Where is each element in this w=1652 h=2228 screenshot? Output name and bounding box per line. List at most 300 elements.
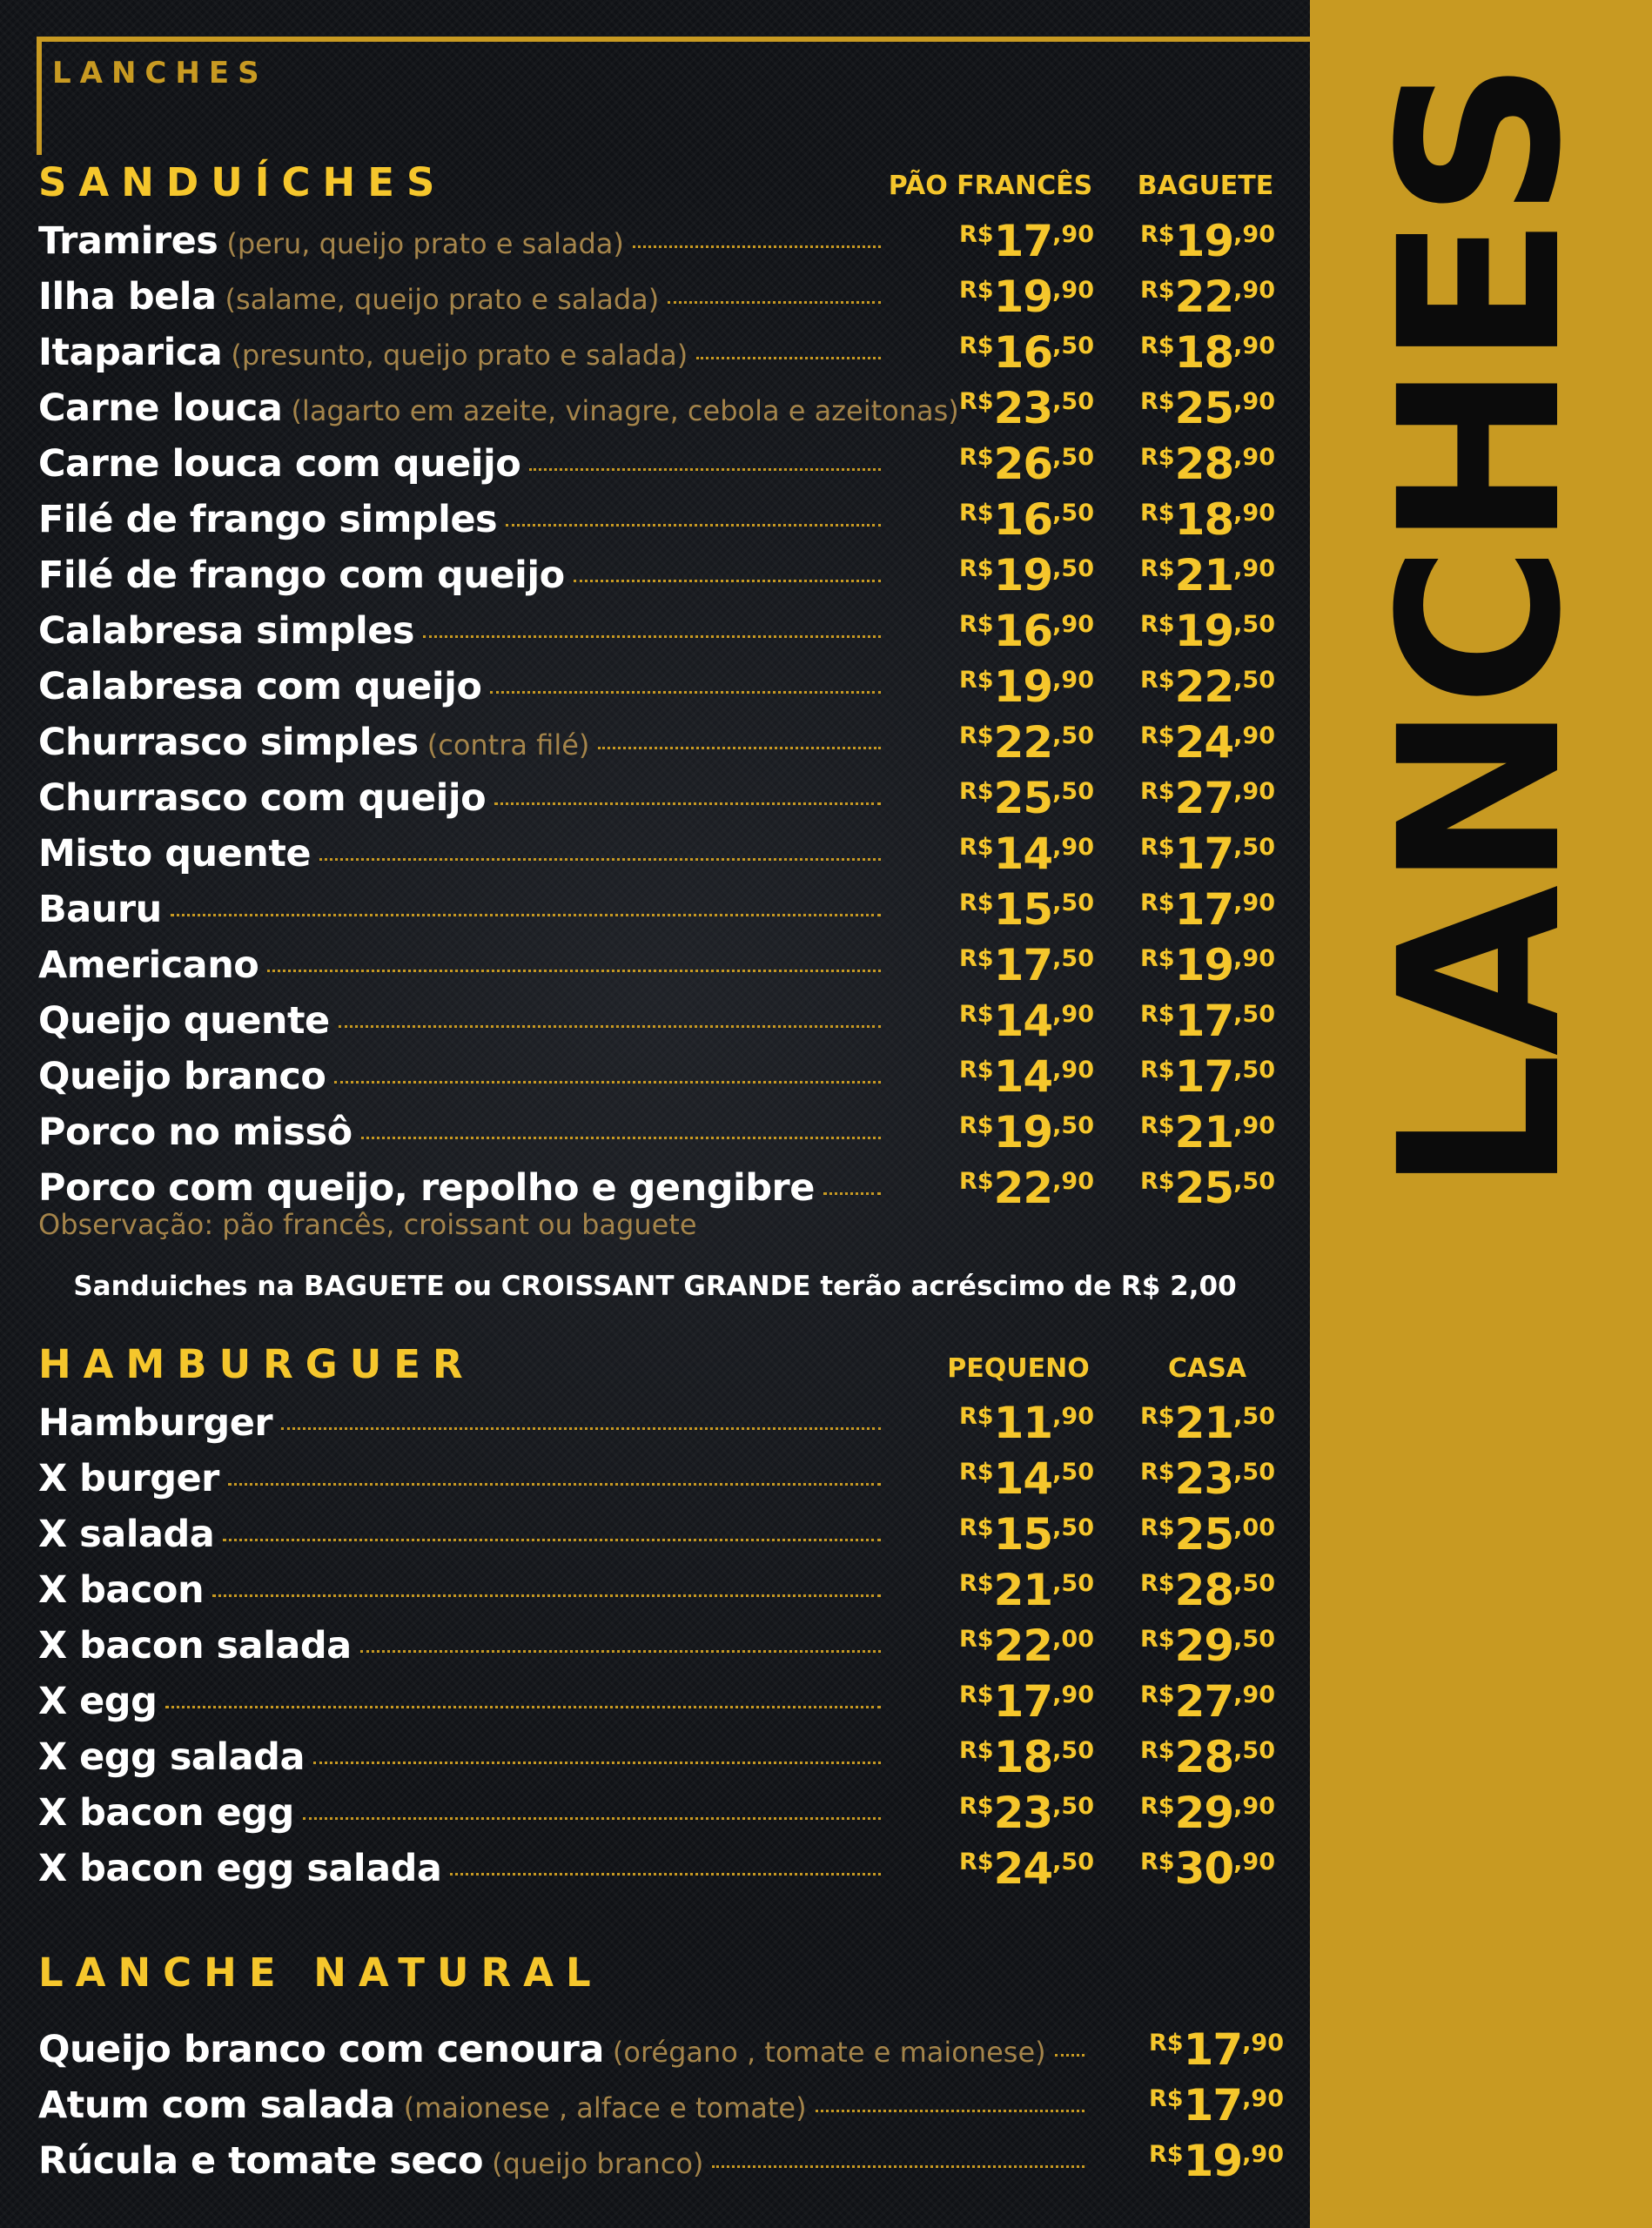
price-decimal: ,50 [1052,722,1095,749]
price-decimal: ,90 [1242,2085,1285,2112]
price-integer: 17 [1174,996,1234,1046]
frame-top-line [37,37,1310,42]
price-pao-frances [959,1163,1095,1213]
price-integer: 18 [1174,327,1234,378]
side-title: LANCHES [1352,63,1609,1194]
menu-item-row [38,606,1300,660]
dot-leader [712,2165,1085,2168]
dot-leader [313,1762,881,1764]
price-currency: R$ [1140,1570,1175,1597]
price-currency: R$ [1140,667,1175,694]
price-decimal: ,90 [1052,221,1095,248]
price-integer: 21 [1174,1398,1234,1448]
item-name: X bacon [38,1568,205,1612]
price-currency: R$ [959,1168,994,1195]
menu-item [38,331,881,374]
price-decimal: ,00 [1233,1514,1276,1541]
price-decimal: ,90 [1233,1849,1276,1876]
menu-item-row [38,1843,1300,1897]
price-currency: R$ [1140,277,1175,304]
price-integer: 25 [1174,1509,1234,1560]
price-integer: 25 [1174,383,1234,433]
menu-item-row [38,216,1300,270]
price-currency: R$ [959,1737,994,1764]
menu-item-row [38,494,1300,548]
price-integer: 16 [993,327,1053,378]
item-name: Porco no missô [38,1111,353,1154]
price-baguete [1140,216,1276,266]
price-decimal: ,50 [1233,667,1276,694]
price-integer: 16 [993,494,1053,545]
price-integer: 17 [993,216,1053,266]
menu-item [38,1111,881,1154]
item-name: Porco com queijo, repolho e gengibre [38,1166,815,1210]
price-integer: 24 [1174,717,1234,768]
price-pequeno [959,1565,1095,1615]
price-currency: R$ [959,332,994,359]
price-baguete [1140,773,1276,823]
price-casa [1140,1565,1276,1615]
item-name: Churrasco simples [38,721,419,764]
dot-leader [423,635,881,638]
price-currency: R$ [1140,1112,1175,1139]
menu-item [38,943,881,987]
price-currency: R$ [1140,722,1175,749]
menu-item [38,1847,881,1890]
item-name: Ilha bela [38,275,217,319]
price-integer: 28 [1174,1565,1234,1615]
price-integer: 22 [1174,661,1234,712]
item-name: Bauru [38,888,162,931]
price-pao-frances [959,940,1095,990]
price-baguete [1140,1051,1276,1102]
price-integer: 22 [993,1621,1053,1671]
dot-leader [574,580,881,582]
dot-leader [228,1483,881,1486]
price-decimal: ,50 [1052,332,1095,359]
price-integer: 29 [1174,1788,1234,1838]
menu-item-row [38,1107,1300,1161]
dot-leader [361,1137,881,1139]
menu-item-row [38,996,1300,1050]
price-integer: 29 [1174,1621,1234,1671]
menu-item-row [38,1676,1300,1730]
price-integer: 28 [1174,1732,1234,1782]
price-pequeno [959,1509,1095,1560]
price-decimal: ,00 [1052,1626,1095,1653]
dot-leader [696,357,881,359]
price-baguete [1140,717,1276,768]
price-integer: 17 [1174,1051,1234,1102]
price-decimal: ,50 [1052,1112,1095,1139]
menu-item [38,2028,1085,2071]
price-integer: 14 [993,829,1053,879]
price-decimal: ,90 [1233,277,1276,304]
price-integer: 21 [1174,1107,1234,1158]
price-pao-frances [959,383,1095,433]
price-currency: R$ [1140,611,1175,638]
item-name: X bacon egg salada [38,1847,442,1890]
menu-item [38,442,881,486]
price-pao-frances [959,996,1095,1046]
price-integer: 17 [1183,2024,1243,2075]
price-decimal: ,50 [1233,1057,1276,1084]
menu-item [38,386,959,430]
price-currency: R$ [959,221,994,248]
price-decimal: ,50 [1052,444,1095,471]
price-casa [1140,1621,1276,1671]
price-decimal: ,90 [1233,945,1276,972]
price-currency: R$ [959,277,994,304]
price-integer: 19 [1174,606,1234,656]
price-currency: R$ [959,1057,994,1084]
price-integer: 22 [993,717,1053,768]
price-currency: R$ [959,778,994,805]
menu-item [38,498,881,541]
price-currency: R$ [1140,388,1175,415]
item-name: Calabresa com queijo [38,665,482,708]
item-name: Misto quente [38,832,312,876]
price-currency: R$ [1140,1459,1175,1486]
price-integer: 21 [993,1565,1053,1615]
price-integer: 22 [993,1163,1053,1213]
price-baguete [1140,550,1276,601]
price-decimal: ,50 [1233,1570,1276,1597]
section-title-hamburguer: HAMBURGUER [38,1341,475,1387]
price-currency: R$ [959,834,994,861]
price-pequeno [959,1676,1095,1727]
sidebar-banner [1310,0,1652,2228]
price-integer: 14 [993,1453,1053,1504]
price-casa [1140,1509,1276,1560]
price-casa [1140,1843,1276,1894]
price-decimal: ,50 [1052,1793,1095,1820]
price-decimal: ,50 [1052,778,1095,805]
menu-item [38,721,881,764]
price-natural [1149,2080,1285,2131]
item-name: Itaparica [38,331,223,374]
price-currency: R$ [959,1514,994,1541]
price-decimal: ,90 [1052,277,1095,304]
price-currency: R$ [1149,2141,1184,2168]
price-integer: 23 [993,383,1053,433]
price-decimal: ,50 [1233,611,1276,638]
dot-leader [506,524,881,527]
price-decimal: ,90 [1233,500,1276,527]
price-pao-frances [959,661,1095,712]
section-title-sanduiches: SANDUÍCHES [38,159,447,205]
price-decimal: ,90 [1233,388,1276,415]
item-description: (contra filé) [426,728,590,762]
price-pao-frances [959,216,1095,266]
price-baguete [1140,494,1276,545]
item-name: Rúcula e tomate seco [38,2139,484,2183]
price-currency: R$ [1140,500,1175,527]
menu-item [38,1166,881,1210]
price-baguete [1140,383,1276,433]
price-decimal: ,90 [1052,667,1095,694]
price-currency: R$ [959,1681,994,1708]
menu-item [38,1401,881,1445]
col-head-pao-frances: PÃO FRANCÊS [888,171,1093,201]
frame-left-line [37,37,42,155]
menu-item-row [38,1788,1300,1842]
price-casa [1140,1398,1276,1448]
price-integer: 17 [1183,2080,1243,2131]
top-label: LANCHES [52,56,268,91]
price-decimal: ,50 [1052,555,1095,582]
price-currency: R$ [1140,945,1175,972]
price-integer: 19 [1183,2136,1243,2186]
price-currency: R$ [959,1793,994,1820]
price-integer: 27 [1174,1676,1234,1727]
price-natural [1149,2024,1285,2075]
price-decimal: ,90 [1233,332,1276,359]
menu-item-row [38,1565,1300,1619]
price-baguete [1140,439,1276,489]
item-name: Carne louca [38,386,283,430]
price-currency: R$ [1140,1168,1175,1195]
price-currency: R$ [1140,1057,1175,1084]
dot-leader [267,970,881,972]
price-currency: R$ [959,667,994,694]
price-currency: R$ [959,444,994,471]
price-integer: 19 [1174,216,1234,266]
price-integer: 21 [1174,550,1234,601]
item-name: Calabresa simples [38,609,414,653]
price-pao-frances [959,272,1095,322]
menu-item [38,999,881,1043]
menu-item-row [38,383,1300,437]
menu-item-row [38,829,1300,882]
price-integer: 22 [1174,272,1234,322]
price-currency: R$ [959,889,994,916]
price-casa [1140,1676,1276,1727]
item-description: (orégano , tomate e maionese) [612,2036,1046,2069]
menu-item-row [38,1509,1300,1563]
item-description: (salame, queijo prato e salada) [225,283,660,316]
col-head-baguete: BAGUETE [1137,171,1274,201]
price-natural [1149,2136,1285,2186]
menu-item-row [38,2080,1300,2134]
price-currency: R$ [1140,1737,1175,1764]
dot-leader [303,1817,881,1820]
price-pequeno [959,1621,1095,1671]
price-integer: 25 [1174,1163,1234,1213]
menu-item [38,2084,1085,2127]
menu-item [38,275,881,319]
dot-leader [334,1081,881,1084]
item-name: Queijo branco [38,1055,326,1098]
price-integer: 15 [993,884,1053,935]
menu-item [38,1513,881,1556]
price-decimal: ,90 [1233,1681,1276,1708]
price-currency: R$ [1140,1626,1175,1653]
menu-item-row [38,940,1300,994]
menu-item [38,554,881,597]
price-currency: R$ [1140,555,1175,582]
dot-leader [212,1594,881,1597]
price-pequeno [959,1732,1095,1782]
price-currency: R$ [1140,778,1175,805]
price-currency: R$ [959,1112,994,1139]
price-baguete [1140,940,1276,990]
item-name: X egg salada [38,1735,305,1779]
dot-leader [1055,2054,1085,2057]
price-decimal: ,90 [1052,1403,1095,1430]
dot-leader [823,1192,881,1195]
price-pao-frances [959,606,1095,656]
price-currency: R$ [1140,889,1175,916]
price-decimal: ,90 [1052,1001,1095,1028]
menu-item [38,1735,881,1779]
price-pao-frances [959,773,1095,823]
price-baguete [1140,327,1276,378]
price-decimal: ,90 [1233,722,1276,749]
price-decimal: ,50 [1052,1459,1095,1486]
menu-item-row [38,661,1300,715]
price-decimal: ,90 [1242,2141,1285,2168]
price-decimal: ,50 [1052,1849,1095,1876]
price-pao-frances [959,327,1095,378]
menu-item-row [38,2024,1300,2078]
price-integer: 23 [993,1788,1053,1838]
note-text: Observação: pão francês, croissant ou baguete [38,1208,697,1241]
price-pao-frances [959,717,1095,768]
price-decimal: ,90 [1052,834,1095,861]
price-decimal: ,90 [1052,1168,1095,1195]
price-decimal: ,50 [1233,1737,1276,1764]
dot-leader [529,468,881,471]
item-name: X bacon salada [38,1624,352,1668]
price-integer: 19 [1174,940,1234,990]
menu-item-row [38,1398,1300,1452]
price-currency: R$ [959,1459,994,1486]
price-integer: 17 [993,1676,1053,1727]
price-currency: R$ [1140,1403,1175,1430]
menu-item [38,1568,881,1612]
price-baguete [1140,884,1276,935]
menu-item-row [38,773,1300,827]
price-integer: 19 [993,550,1053,601]
price-pequeno [959,1843,1095,1894]
item-description: (maionese , alface e tomate) [403,2091,807,2124]
price-integer: 15 [993,1509,1053,1560]
menu-item-row [38,884,1300,938]
price-currency: R$ [1140,444,1175,471]
price-pequeno [959,1788,1095,1838]
menu-item-row [38,1051,1300,1105]
menu-item [38,776,881,820]
item-name: Tramires [38,219,218,263]
price-decimal: ,50 [1052,889,1095,916]
price-currency: R$ [959,1626,994,1653]
price-decimal: ,50 [1052,388,1095,415]
item-name: Carne louca com queijo [38,442,521,486]
price-integer: 24 [993,1843,1053,1894]
price-currency: R$ [1140,1514,1175,1541]
item-name: X salada [38,1513,215,1556]
price-currency: R$ [959,945,994,972]
price-baguete [1140,606,1276,656]
price-baguete [1140,272,1276,322]
price-integer: 23 [1174,1453,1234,1504]
dot-leader [494,802,881,805]
price-currency: R$ [1140,1849,1175,1876]
menu-item [38,1457,881,1500]
dot-leader [165,1706,881,1708]
price-currency: R$ [1140,1681,1175,1708]
menu-item-row [38,2136,1300,2190]
price-decimal: ,50 [1233,1626,1276,1653]
menu-item-row [38,1732,1300,1786]
price-decimal: ,90 [1233,221,1276,248]
price-pao-frances [959,550,1095,601]
menu-item-row [38,327,1300,381]
price-currency: R$ [1140,221,1175,248]
price-currency: R$ [1140,834,1175,861]
col-head-pequeno: PEQUENO [947,1353,1090,1384]
menu-item-row [38,1621,1300,1674]
price-decimal: ,50 [1233,1459,1276,1486]
price-pao-frances [959,439,1095,489]
price-pequeno [959,1398,1095,1448]
item-name: Filé de frango com queijo [38,554,565,597]
price-integer: 14 [993,1051,1053,1102]
price-integer: 28 [1174,439,1234,489]
menu-item [38,609,881,653]
dot-leader [450,1873,881,1876]
item-name: Hamburger [38,1401,273,1445]
price-casa [1140,1732,1276,1782]
price-decimal: ,50 [1233,1001,1276,1028]
item-description: (presunto, queijo prato e salada) [231,339,688,372]
price-decimal: ,90 [1052,1057,1095,1084]
price-currency: R$ [959,500,994,527]
price-currency: R$ [1149,2030,1184,2057]
price-pao-frances [959,1051,1095,1102]
price-integer: 19 [993,272,1053,322]
price-decimal: ,90 [1233,889,1276,916]
dot-leader [319,858,881,861]
price-integer: 16 [993,606,1053,656]
menu-item [38,1055,881,1098]
price-pequeno [959,1453,1095,1504]
item-description: (queijo branco) [492,2147,704,2180]
price-pao-frances [959,829,1095,879]
price-baguete [1140,829,1276,879]
item-name: Filé de frango simples [38,498,498,541]
item-name: Atum com salada [38,2084,395,2127]
price-decimal: ,90 [1233,444,1276,471]
price-integer: 17 [1174,829,1234,879]
price-integer: 14 [993,996,1053,1046]
dot-leader [598,747,881,749]
col-head-casa: CASA [1167,1353,1247,1384]
price-pao-frances [959,1107,1095,1158]
price-decimal: ,90 [1233,1793,1276,1820]
price-decimal: ,50 [1233,1403,1276,1430]
dot-leader [668,301,881,304]
price-integer: 18 [1174,494,1234,545]
section-title-lanche-natural: LANCHE NATURAL [38,1950,603,1996]
dot-leader [281,1427,881,1430]
menu-item [38,1680,881,1723]
price-currency: R$ [959,722,994,749]
price-decimal: ,90 [1052,611,1095,638]
price-integer: 25 [993,773,1053,823]
item-name: Queijo quente [38,999,330,1043]
